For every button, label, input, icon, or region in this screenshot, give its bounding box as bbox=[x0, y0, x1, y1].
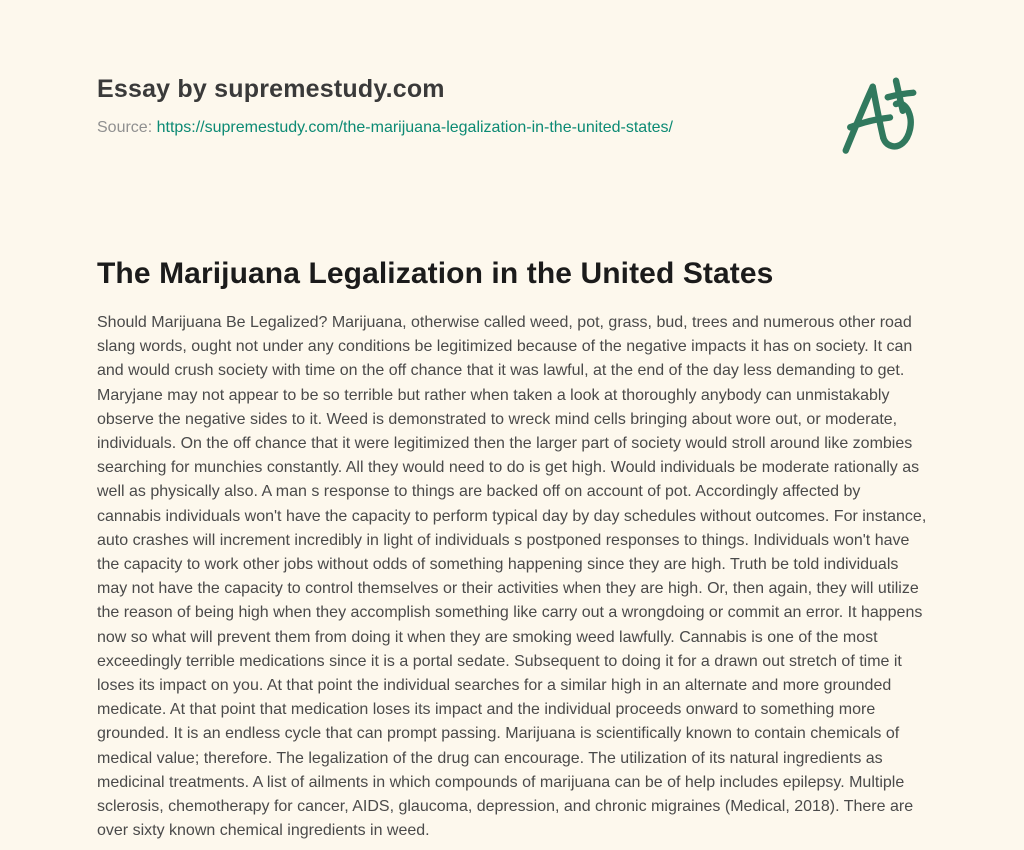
essay-page bbox=[97, 0, 927, 843]
page-header-title: Essay by supremestudy.com bbox=[97, 75, 445, 103]
source-label: Source: bbox=[97, 119, 153, 136]
essay-title: The Marijuana Legalization in the United States bbox=[97, 257, 774, 290]
a-plus-logo-icon bbox=[830, 70, 920, 162]
source-link[interactable]: https://supremestudy.com/the-marijuana-legalization-in-the-united-states/ bbox=[156, 119, 673, 136]
source-line bbox=[97, 118, 927, 138]
essay-body-text: Should Marijuana Be Legalized? Marijuana, otherwise called weed, pot, grass, bud, trees and numerous other road slang words, ought not under any conditions be legitimized because of the negative impacts it has on society. It can and would crush society with time on the off chance that it was lawful, at the end of the day less demanding to get. Maryjane may not appear to be so terrible but rather when taken a look at thoroughly anybody can unmistakably observe the negative sides to it. Weed is demonstrated to wreck mind cells bringing about wore out, or moderate, individuals. On the off chance that it were legitimized then the larger part of society would stroll around like zombies searching for munchies constantly. All they would need to do is get high. Would individuals be moderate rationally as well as physically also. A man s response to things are backed off on account of pot. Accordingly affected by cannabis individuals won't have the capacity to perform typical day by day schedules without outcomes. For instance, auto crashes will increment incredibly in light of individuals s postponed responses to things. Individuals won't have the capacity to work other jobs without odds of something happening since they are high. Truth be told individuals may not have the capacity to control themselves or their activities when they are high. Or, then again, they will utilize the reason of being high when they accomplish something like carry out a wrongdoing or commit an error. It happens now so what will prevent them from doing it when they are smoking weed lawfully. Cannabis is one of the most exceedingly terrible medications since it is a portal sedate. Subsequent to doing it for a drawn out stretch of time it loses its impact on you. At that point the individual searches for a similar high in an alternate and more grounded medicate. At that point that medication loses its impact and the individual proceeds onward to something more grounded. It is an endless cycle that can prompt passing. Marijuana is scientifically known to contain chemicals of medical value; therefore. The legalization of the drug can encourage. The utilization of its natural ingredients as medicinal treatments. A list of ailments in which compounds of marijuana can be of help includes epilepsy. Multiple sclerosis, chemotherapy for cancer, AIDS, glaucoma, depression, and chronic migraines (Medical, 2018). There are over sixty known chemical ingredients in weed. bbox=[97, 314, 927, 840]
